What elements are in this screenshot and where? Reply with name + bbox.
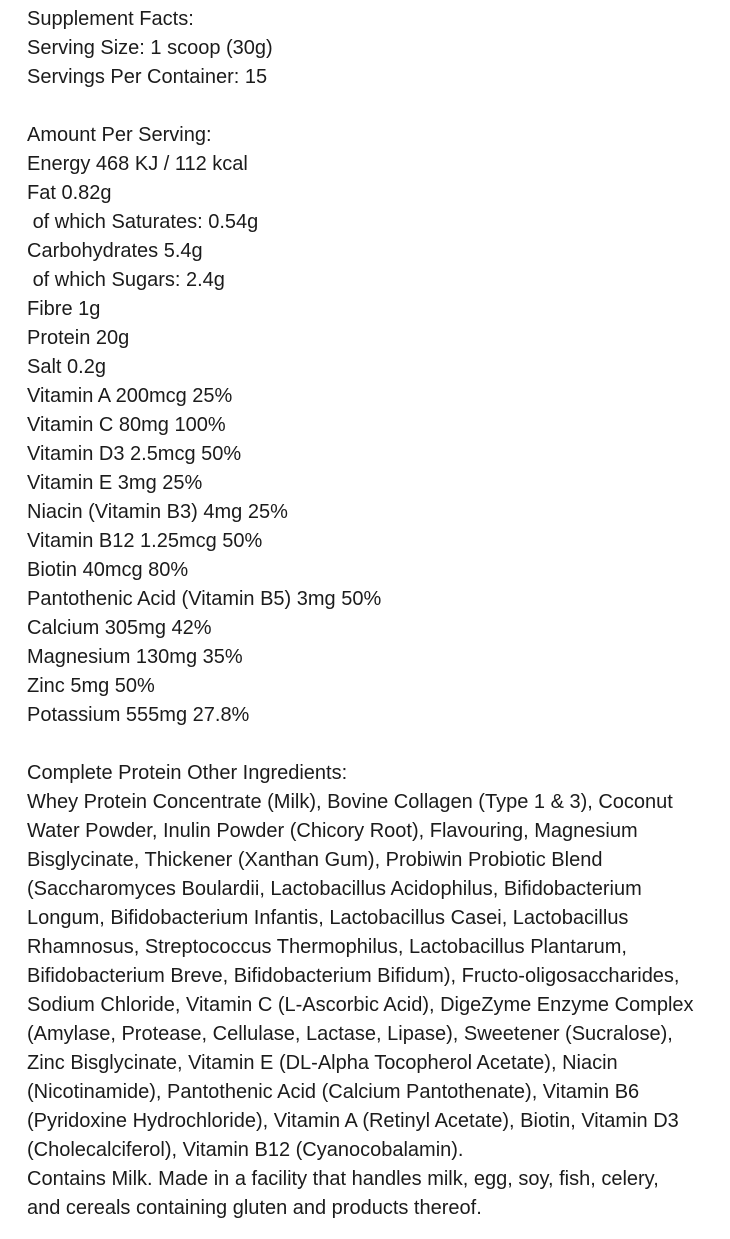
nutrient-line-salt: Salt 0.2g [27, 356, 106, 378]
nutrient-line-fibre: Fibre 1g [27, 298, 101, 320]
ingredients-line: Whey Protein Concentrate (Milk), Bovine Collagen (Type 1 & 3), Coconut [27, 791, 673, 813]
other-ingredients-title: Complete Protein Other Ingredients: [27, 762, 348, 784]
nutrient-line-calcium: Calcium 305mg 42% [27, 617, 212, 639]
ingredients-line: Water Powder, Inulin Powder (Chicory Root), Flavouring, Magnesium [27, 820, 638, 842]
section-spacer [27, 730, 710, 759]
nutrient-line-potassium: Potassium 555mg 27.8% [27, 704, 250, 726]
nutrient-line-fat: Fat 0.82g [27, 182, 112, 204]
nutrient-line-vitamin-c: Vitamin C 80mg 100% [27, 414, 226, 436]
ingredients-line: Bisglycinate, Thickener (Xanthan Gum), Probiwin Probiotic Blend [27, 849, 603, 871]
nutrient-line-vitamin-d3: Vitamin D3 2.5mcg 50% [27, 443, 242, 465]
nutrient-line-niacin: Niacin (Vitamin B3) 4mg 25% [27, 501, 288, 523]
ingredients-line: (Cholecalciferol), Vitamin B12 (Cyanocobalamin). [27, 1139, 464, 1161]
ingredients-line: Longum, Bifidobacterium Infantis, Lactobacillus Casei, Lactobacillus [27, 907, 629, 929]
nutrient-line-saturates: of which Saturates: 0.54g [27, 211, 259, 233]
allergen-line: and cereals containing gluten and products thereof. [27, 1197, 482, 1219]
ingredients-line: (Pyridoxine Hydrochloride), Vitamin A (Retinyl Acetate), Biotin, Vitamin D3 [27, 1110, 679, 1132]
nutrient-line-vitamin-a: Vitamin A 200mcg 25% [27, 385, 233, 407]
serving-size-line: Serving Size: 1 scoop (30g) [27, 37, 273, 59]
ingredients-line: (Nicotinamide), Pantothenic Acid (Calcium Pantothenate), Vitamin B6 [27, 1081, 640, 1103]
ingredients-line: Sodium Chloride, Vitamin C (L-Ascorbic Acid), DigeZyme Enzyme Complex [27, 994, 694, 1016]
section-spacer [27, 92, 710, 121]
nutrient-line-protein: Protein 20g [27, 327, 130, 349]
nutrient-line-vitamin-e: Vitamin E 3mg 25% [27, 472, 203, 494]
nutrient-line-pantothenic-acid: Pantothenic Acid (Vitamin B5) 3mg 50% [27, 588, 382, 610]
allergen-line: Contains Milk. Made in a facility that handles milk, egg, soy, fish, celery, [27, 1168, 659, 1190]
nutrient-line-carbohydrates: Carbohydrates 5.4g [27, 240, 203, 262]
ingredients-line: Rhamnosus, Streptococcus Thermophilus, Lactobacillus Plantarum, [27, 936, 627, 958]
nutrient-line-zinc: Zinc 5mg 50% [27, 675, 155, 697]
supplement-facts-title: Supplement Facts: [27, 8, 194, 30]
nutrient-line-vitamin-b12: Vitamin B12 1.25mcg 50% [27, 530, 263, 552]
ingredients-line: (Amylase, Protease, Cellulase, Lactase, Lipase), Sweetener (Sucralose), [27, 1023, 673, 1045]
servings-per-container-line: Servings Per Container: 15 [27, 66, 268, 88]
nutrient-line-energy: Energy 468 KJ / 112 kcal [27, 153, 248, 175]
nutrient-line-sugars: of which Sugars: 2.4g [27, 269, 225, 291]
ingredients-line: Zinc Bisglycinate, Vitamin E (DL-Alpha Tocopherol Acetate), Niacin [27, 1052, 618, 1074]
amount-per-serving-title: Amount Per Serving: [27, 124, 212, 146]
nutrient-line-magnesium: Magnesium 130mg 35% [27, 646, 243, 668]
ingredients-line: (Saccharomyces Boulardii, Lactobacillus Acidophilus, Bifidobacterium [27, 878, 642, 900]
ingredients-line: Bifidobacterium Breve, Bifidobacterium Bifidum), Fructo-oligosaccharides, [27, 965, 680, 987]
nutrient-line-biotin: Biotin 40mcg 80% [27, 559, 189, 581]
